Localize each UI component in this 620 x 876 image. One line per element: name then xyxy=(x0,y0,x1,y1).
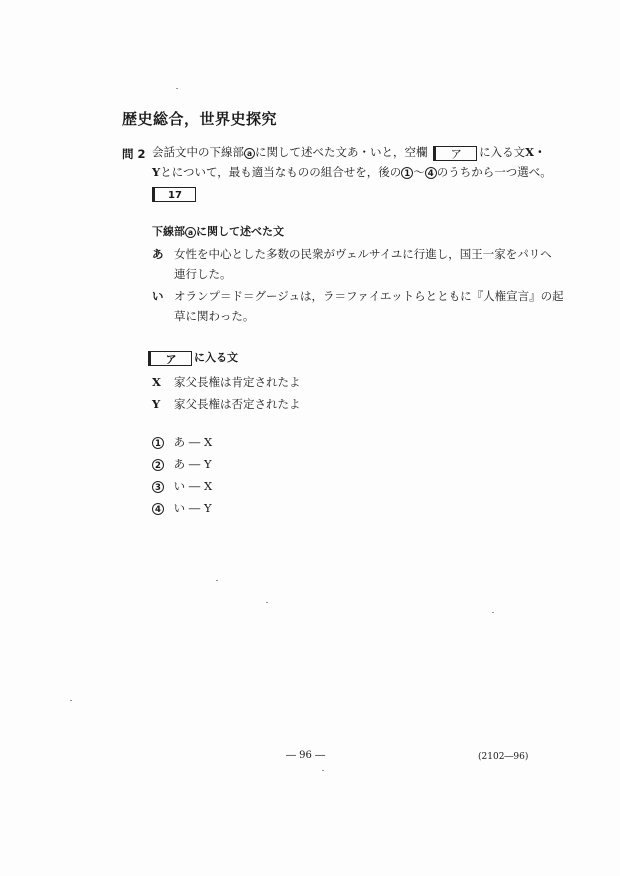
underline-marker-a-2: a xyxy=(185,227,196,238)
scan-speck xyxy=(492,612,494,613)
choice-2-text: あ ― Y xyxy=(173,457,212,471)
statement-i xyxy=(152,288,564,304)
fill-x-label: X xyxy=(152,375,161,389)
question-text-4: とについて，最も適当なものの組合せを，後の xyxy=(160,165,402,179)
blank-a-box: ア xyxy=(433,146,477,161)
fill-heading-post: に入る文 xyxy=(194,351,238,364)
question-text-x: X・ xyxy=(525,145,546,159)
statement-a-line2: 連行した。 xyxy=(174,267,232,281)
question-text-y: Y xyxy=(152,165,161,179)
question-text-2: に関して述べた文あ・いと，空欄 xyxy=(255,145,428,159)
scan-speck xyxy=(216,580,218,581)
choice-ref-1: 1 xyxy=(401,167,413,179)
blank-a-box-2: ア xyxy=(148,351,192,366)
choice-2[interactable] xyxy=(152,456,212,472)
statement-a-label: あ xyxy=(152,247,164,261)
scan-speck xyxy=(70,700,72,701)
choice-1[interactable] xyxy=(152,434,212,450)
fill-y-label: Y xyxy=(152,397,161,411)
choice-3-text: い ― X xyxy=(173,479,213,493)
statement-a xyxy=(152,246,552,262)
choice-1-text: あ ― X xyxy=(173,435,213,449)
choice-2-number: 2 xyxy=(152,459,164,471)
page-number: ― 96 ― xyxy=(286,750,326,761)
question-line-2 xyxy=(152,164,552,180)
question-text-1: 会話文中の下線部 xyxy=(152,145,244,159)
scan-speck xyxy=(266,602,268,603)
fill-x xyxy=(152,374,301,390)
statement-i-line1: オランプ＝ド＝グージュは，ラ＝ファイエットらとともに『人権宣言』の起 xyxy=(174,289,564,303)
question-text-5: のうちから一つ選べ。 xyxy=(436,165,552,179)
statements-heading xyxy=(152,224,284,240)
choice-3-number: 3 xyxy=(152,481,164,493)
statement-a-line1: 女性を中心とした多数の民衆がヴェルサイユに行進し，国王一家をパリへ xyxy=(174,247,552,261)
choice-1-number: 1 xyxy=(152,437,164,449)
answer-box-row xyxy=(152,184,196,203)
fill-y xyxy=(152,396,301,412)
statements-heading-pre: 下線部 xyxy=(152,225,185,238)
question-line-1 xyxy=(152,144,546,161)
choice-ref-4: 4 xyxy=(425,167,437,179)
statement-i-line2: 草に関わった。 xyxy=(174,309,255,323)
scan-speck xyxy=(176,88,178,89)
underline-marker-a: a xyxy=(244,148,255,159)
answer-number-box: 17 xyxy=(152,187,196,202)
tilde: 〜 xyxy=(413,165,425,179)
choice-4-number: 4 xyxy=(152,503,164,515)
section-title: 歴史総合，世界史探究 xyxy=(122,110,278,128)
scan-speck xyxy=(322,770,324,771)
statements-heading-post: に関して述べた文 xyxy=(196,225,284,238)
fill-x-text: 家父長権は肯定されたよ xyxy=(174,375,301,389)
question-number: 問 2 xyxy=(122,147,146,161)
fill-y-text: 家父長権は否定されたよ xyxy=(174,397,301,411)
fill-heading xyxy=(148,350,238,366)
question-text-3: に入る文 xyxy=(479,145,526,159)
choice-3[interactable] xyxy=(152,478,212,494)
statement-i-label: い xyxy=(152,289,164,303)
choice-4-text: い ― Y xyxy=(173,501,212,515)
page-code: (2102―96) xyxy=(478,752,529,762)
choice-4[interactable] xyxy=(152,500,212,516)
